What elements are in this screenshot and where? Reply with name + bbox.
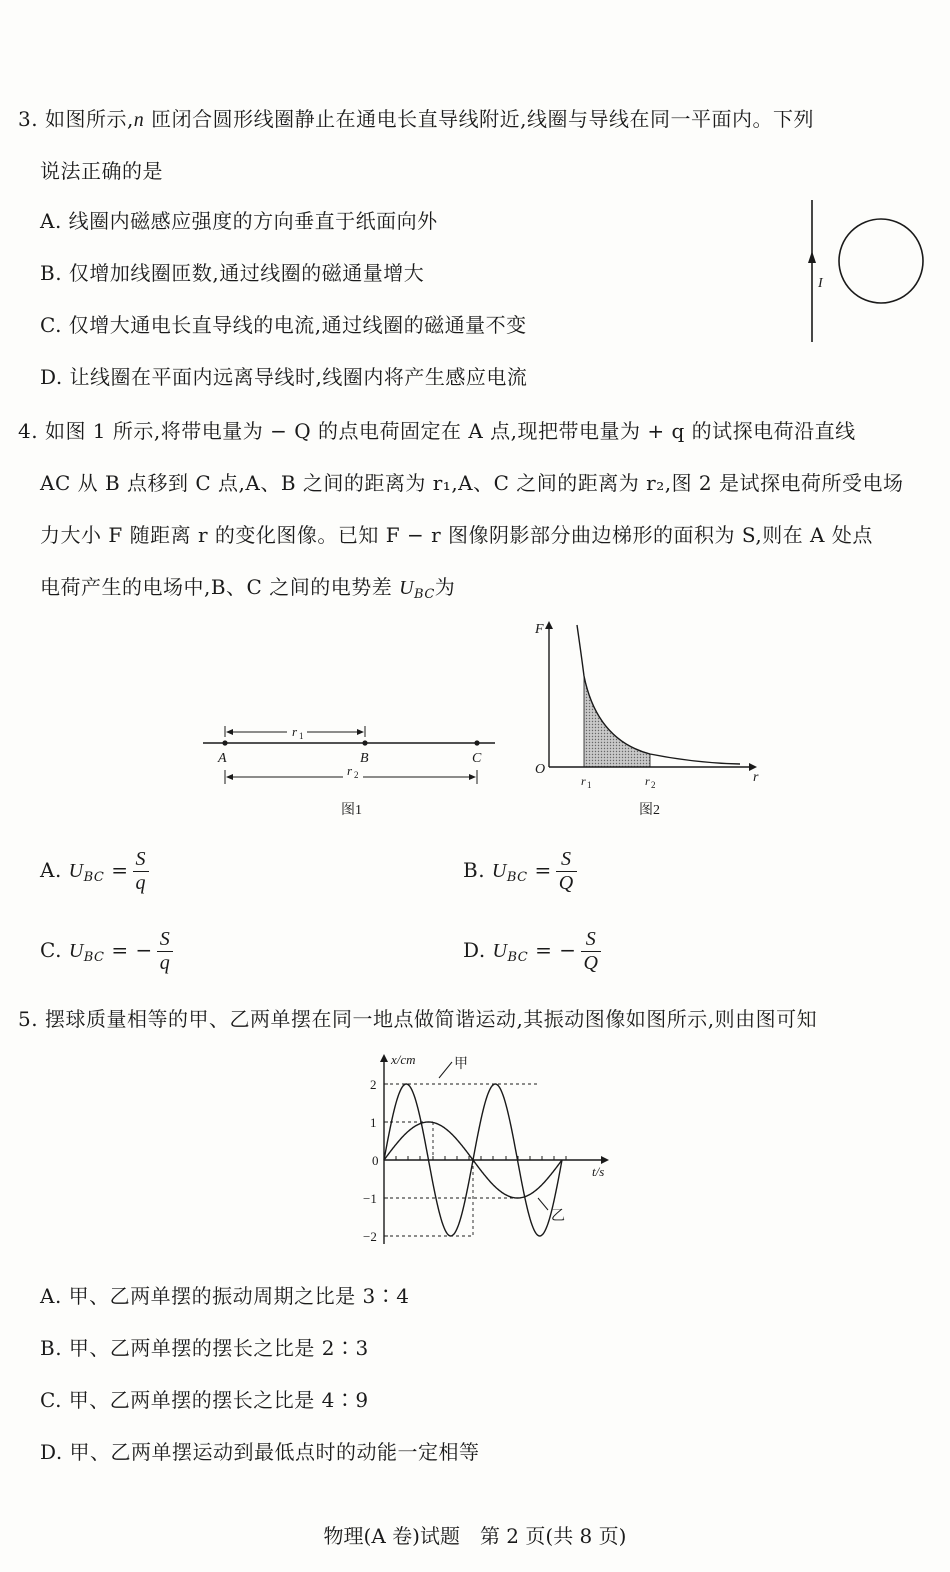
svg-text:C: C [472, 751, 482, 766]
q4-figure2 [525, 615, 775, 825]
svg-text:2: 2 [354, 770, 359, 780]
q3-option-b: B. 仅增加线圈匝数,通过线圈的磁通量增大 [40, 261, 425, 285]
q4-option-a: A. $U_{BC}$ = $\frac{S}{q}$ [40, 848, 149, 895]
svg-text:r: r [292, 724, 298, 739]
svg-text:2: 2 [651, 780, 656, 790]
svg-text:1: 1 [299, 731, 304, 741]
page-footer: 物理(A 卷)试题 第 2 页(共 8 页) [323, 1524, 627, 1548]
svg-text:x/cm: x/cm [391, 1052, 416, 1067]
svg-text:t/s: t/s [592, 1164, 605, 1179]
q3-stem-line1: 3. 如图所示,n 匝闭合圆形线圈静止在通电长直导线附近,线圈与导线在同一平面内。下列 [18, 107, 815, 131]
svg-text:r: r [347, 763, 353, 778]
coil-circle [839, 219, 923, 303]
svg-text:F: F [535, 622, 544, 637]
svg-text:−1: −1 [363, 1191, 377, 1206]
q3-option-a: A. 线圈内磁感应强度的方向垂直于纸面向外 [40, 209, 438, 233]
svg-text:B: B [360, 751, 369, 766]
q5-option-d: D. 甲、乙两单摆运动到最低点时的动能一定相等 [40, 1440, 480, 1464]
q5-stem: 5. 摆球质量相等的甲、乙两单摆在同一地点做简谐运动,其振动图像如图所示,则由图可知 [18, 1007, 818, 1031]
q4-stem-line4: 电荷产生的电场中,B、C 之间的电势差 $U_{BC}$为 [40, 575, 456, 602]
q4-stem-line2: AC 从 B 点移到 C 点,A、B 之间的距离为 r₁,A、C 之间的距离为 r₂,图 2 是试探电荷所受电场 [40, 471, 904, 495]
current-label: I [818, 276, 823, 291]
svg-text:A: A [218, 751, 227, 766]
svg-text:r: r [753, 770, 759, 785]
current-arrow-icon [808, 251, 816, 263]
fig1-caption: 图1 [341, 803, 362, 818]
q5-option-b: B. 甲、乙两单摆的摆长之比是 2∶3 [40, 1336, 369, 1360]
q5-option-a: A. 甲、乙两单摆的振动周期之比是 3∶4 [40, 1284, 410, 1308]
q4-option-c: C. $U_{BC}$ = − $\frac{S}{q}$ [40, 928, 173, 975]
q5-option-c: C. 甲、乙两单摆的摆长之比是 4∶9 [40, 1388, 369, 1412]
label-jia: 甲 [454, 1057, 468, 1072]
svg-text:0: 0 [372, 1153, 379, 1168]
q3-stem-line2: 说法正确的是 [40, 159, 163, 183]
svg-text:r: r [581, 774, 586, 788]
svg-text:1: 1 [370, 1115, 377, 1130]
svg-text:1: 1 [587, 780, 592, 790]
label-yi: 乙 [551, 1209, 565, 1224]
q4-figure1 [195, 720, 505, 820]
fig2-caption: 图2 [639, 803, 660, 818]
q3-option-c: C. 仅增大通电长直导线的电流,通过线圈的磁通量不变 [40, 313, 527, 337]
q4-option-b: B. $U_{BC}$ = $\frac{S}{Q}$ [463, 848, 577, 895]
q3-figure [800, 195, 930, 345]
svg-text:O: O [535, 762, 546, 777]
q5-figure [355, 1048, 625, 1253]
svg-text:2: 2 [370, 1077, 377, 1092]
q4-stem-line3: 力大小 F 随距离 r 的变化图像。已知 F − r 图像阴影部分曲边梯形的面积为 S,则在 A 处点 [40, 523, 873, 547]
q4-stem-line1: 4. 如图 1 所示,将带电量为 − Q 的点电荷固定在 A 点,现把带电量为 + q 的试探电荷沿直线 [18, 419, 856, 443]
q4-option-d: D. $U_{BC}$ = − $\frac{S}{Q}$ [463, 928, 601, 975]
svg-text:r: r [645, 774, 650, 788]
q3-option-d: D. 让线圈在平面内远离导线时,线圈内将产生感应电流 [40, 365, 528, 389]
shaded-area [584, 676, 650, 767]
svg-text:−2: −2 [363, 1229, 377, 1244]
